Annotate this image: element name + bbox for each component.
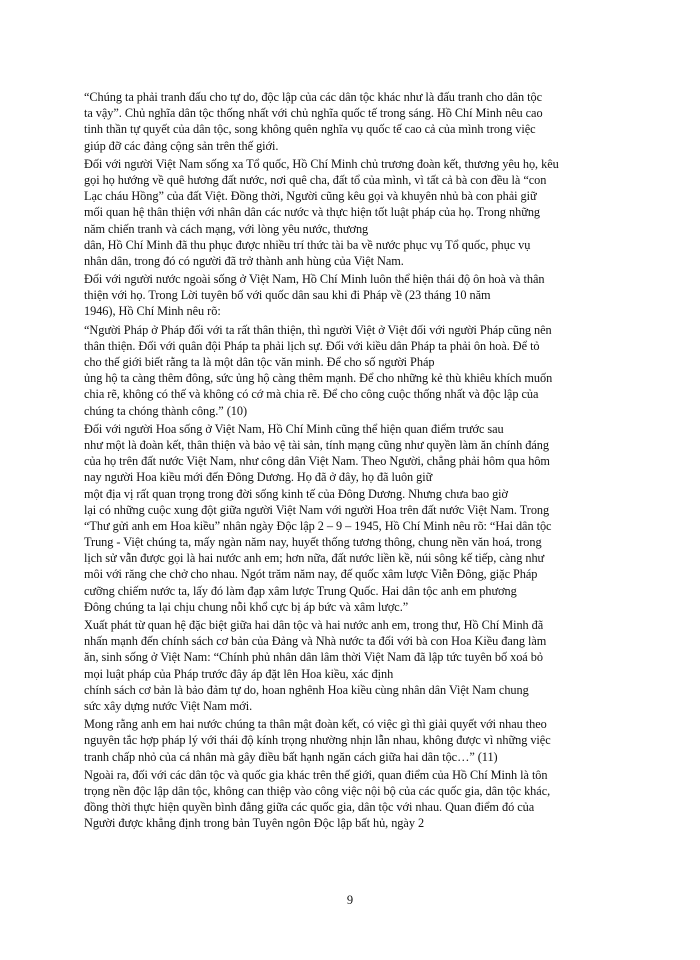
paragraph — [84, 716, 619, 765]
text-line: “Chúng ta phải tranh đấu cho tự do, độc lập của các dân tộc khác như là đấu tranh cho dân tộc — [84, 90, 543, 104]
text-line: Ngoài ra, đối với các dân tộc và quốc gia khác trên thế giới, quan điểm của Hồ Chí Minh là tôn — [84, 767, 548, 782]
text-line: thân thiện. Đối với quân đội Pháp ta phải lịch sự. Đối với kiều dân Pháp ta phải ôn hoà. Để tỏ — [84, 338, 540, 353]
paragraph — [84, 89, 619, 154]
paragraph — [84, 271, 619, 320]
paragraph — [84, 767, 619, 832]
text-line: Mong rằng anh em hai nước chúng ta thân mật đoàn kết, có việc gì thì giải quyết với nhau theo — [84, 717, 547, 732]
text-line: lịch sử vẫn được gọi là hai nước anh em; hơn nữa, đất nước liền kề, núi sông kế tiếp, càng như — [84, 551, 545, 566]
body-text — [84, 89, 619, 833]
text-line: Người được khẳng định trong bản Tuyên ngôn Độc lập bất hủ, ngày 2 — [84, 816, 425, 831]
text-line: Trung - Việt chúng ta, mấy ngàn năm nay, huyết thống tương thông, chung nền văn hoá, trong — [84, 535, 542, 550]
text-line: giúp đỡ các đảng cộng sản trên thế giới. — [84, 138, 279, 153]
text-line: chính sách cơ bản là bảo đảm tự do, hoan nghênh Hoa kiều cùng nhân dân Việt Nam chung — [84, 682, 529, 697]
text-line: ta vậy”. Chủ nghĩa dân tộc thống nhất với chủ nghĩa quốc tế trong sáng. Hồ Chí Minh nêu cao — [84, 106, 543, 121]
text-line: tinh thần tự quyết của dân tộc, song không quên nghĩa vụ quốc tế cao cả của mình trong việc — [84, 122, 536, 137]
text-line: mối quan hệ thân thiện với nhân dân các nước và thực hiện tốt luật pháp của họ. Trong những — [84, 205, 541, 220]
text-line: Đối với người nước ngoài sống ở Việt Nam, Hồ Chí Minh luôn thể hiện thái độ ôn hoà và thân — [84, 272, 545, 287]
text-line: cưỡng chiếm nước ta, lấy đó làm đạp xâm lược Trung Quốc. Hai dân tộc anh em phương — [84, 583, 517, 598]
text-line: như một là đoàn kết, thân thiện và bảo vệ tài sản, tính mạng cũng như quyền làm ăn chính đáng — [84, 437, 549, 452]
text-line: lại có những cuộc xung đột giữa người Việt Nam với người Hoa trên đất nước Việt Nam. Trong — [84, 502, 550, 517]
text-line: chia rẽ, không có thế và không có cớ mà chia rẽ. Để cho công cuộc thống nhất và độc lập của — [84, 387, 539, 402]
text-line: “Thư gửi anh em Hoa kiều” nhân ngày Độc lập 2 – 9 – 1945, Hồ Chí Minh nêu rõ: “Hai dân tộc — [84, 518, 552, 533]
text-line: trọng nền độc lập dân tộc, không can thiệp vào công việc nội bộ của các quốc gia, dân tộc khác, — [84, 783, 551, 798]
text-line: sức xây dựng nước Việt Nam mới. — [84, 698, 253, 713]
text-line: nhấn mạnh đến chính sách cơ bản của Đảng và Nhà nước ta đối với bà con Hoa Kiều đang làm — [84, 634, 547, 649]
text-line: của họ trên đất nước Việt Nam, như công dân Việt Nam. Theo Người, chẳng phải hôm qua hôm — [84, 454, 550, 469]
text-line: dân, Hồ Chí Minh đã thu phục được nhiều trí thức tài ba về nước phục vụ Tổ quốc, phục vụ — [84, 237, 531, 252]
page-number: 9 — [346, 893, 354, 907]
text-line: gọi họ hướng về quê hương đất nước, nơi quê cha, đất tổ của mình, vì tất cả bà con đều là “con — [84, 172, 547, 187]
text-line: Đông chúng ta lại chịu chung nỗi khổ cực bị áp bức và xâm lược.” — [84, 599, 409, 614]
text-line: nhân dân, trong đó có người đã trở thành anh hùng của Việt Nam. — [84, 253, 404, 268]
text-line: “Người Pháp ở Pháp đối với ta rất thân thiện, thì người Việt ở Việt đối với người Pháp cũng nên — [84, 322, 552, 337]
text-line: ủng hộ ta càng thêm đông, sức ủng hộ càng thêm mạnh. Để cho những kẻ thù khiêu khích muốn — [84, 371, 553, 386]
text-line: tranh chấp nhỏ của cá nhân mà gây điều bất hạnh ngăn cách giữa hai dân tộc…” (11) — [84, 749, 498, 764]
text-line: cho thế giới biết rằng ta là một dân tộc văn minh. Để cho số người Pháp — [84, 355, 435, 369]
text-line: Lạc cháu Hồng” của đất Việt. Đồng thời, Người cũng kêu gọi và khuyên nhủ bà con phải giữ — [84, 189, 537, 204]
text-line: mọi luật pháp của Pháp trước đây áp đặt lên Hoa kiều, xác định — [84, 666, 394, 681]
text-line: ăn, sinh sống ở Việt Nam: “Chính phủ nhân dân lâm thời Việt Nam đã lập tức tuyên bố xoá bỏ — [84, 650, 543, 665]
text-line: 1946), Hồ Chí Minh nêu rõ: — [84, 304, 221, 319]
text-line: Xuất phát từ quan hệ đặc biệt giữa hai dân tộc và hai nước anh em, trong thư, Hồ Chí Minh đã — [84, 618, 544, 632]
text-line: năm chiến tranh và cách mạng, với lòng yêu nước, thương — [84, 221, 369, 236]
paragraph — [84, 617, 619, 714]
text-line: một địa vị rất quan trọng trong đời sống kinh tế của Đông Dương. Nhưng chưa bao giờ — [84, 486, 509, 501]
paragraph — [84, 322, 619, 419]
text-line: đồng thời thực hiện quyền bình đẳng giữa các quốc gia, dân tộc với nhau. Quan điểm đó của — [84, 800, 535, 815]
text-line: môi với răng che chở cho nhau. Ngót trăm năm nay, đế quốc xâm lược Viễn Đông, giặc Pháp — [84, 567, 538, 582]
text-line: chúng ta chóng thành công.” (10) — [84, 403, 247, 418]
paragraph — [84, 421, 619, 615]
text-line: nay người Hoa kiều mới đến Đông Dương. Họ đã ở đây, họ đã luôn giữ — [84, 470, 433, 485]
text-line: nguyên tắc hợp pháp lý với thái độ kính trọng nhường nhịn lẫn nhau, không được vì những việc — [84, 733, 551, 748]
text-line: thiện với họ. Trong Lời tuyên bố với quốc dân sau khi đi Pháp về (23 tháng 10 năm — [84, 288, 491, 303]
text-line: Đối với người Việt Nam sống xa Tổ quốc, Hồ Chí Minh chủ trương đoàn kết, thương yêu họ, kêu — [84, 156, 559, 171]
paragraph — [84, 156, 619, 269]
text-line: Đối với người Hoa sống ở Việt Nam, Hồ Chí Minh cũng thể hiện quan điểm trước sau — [84, 421, 504, 436]
